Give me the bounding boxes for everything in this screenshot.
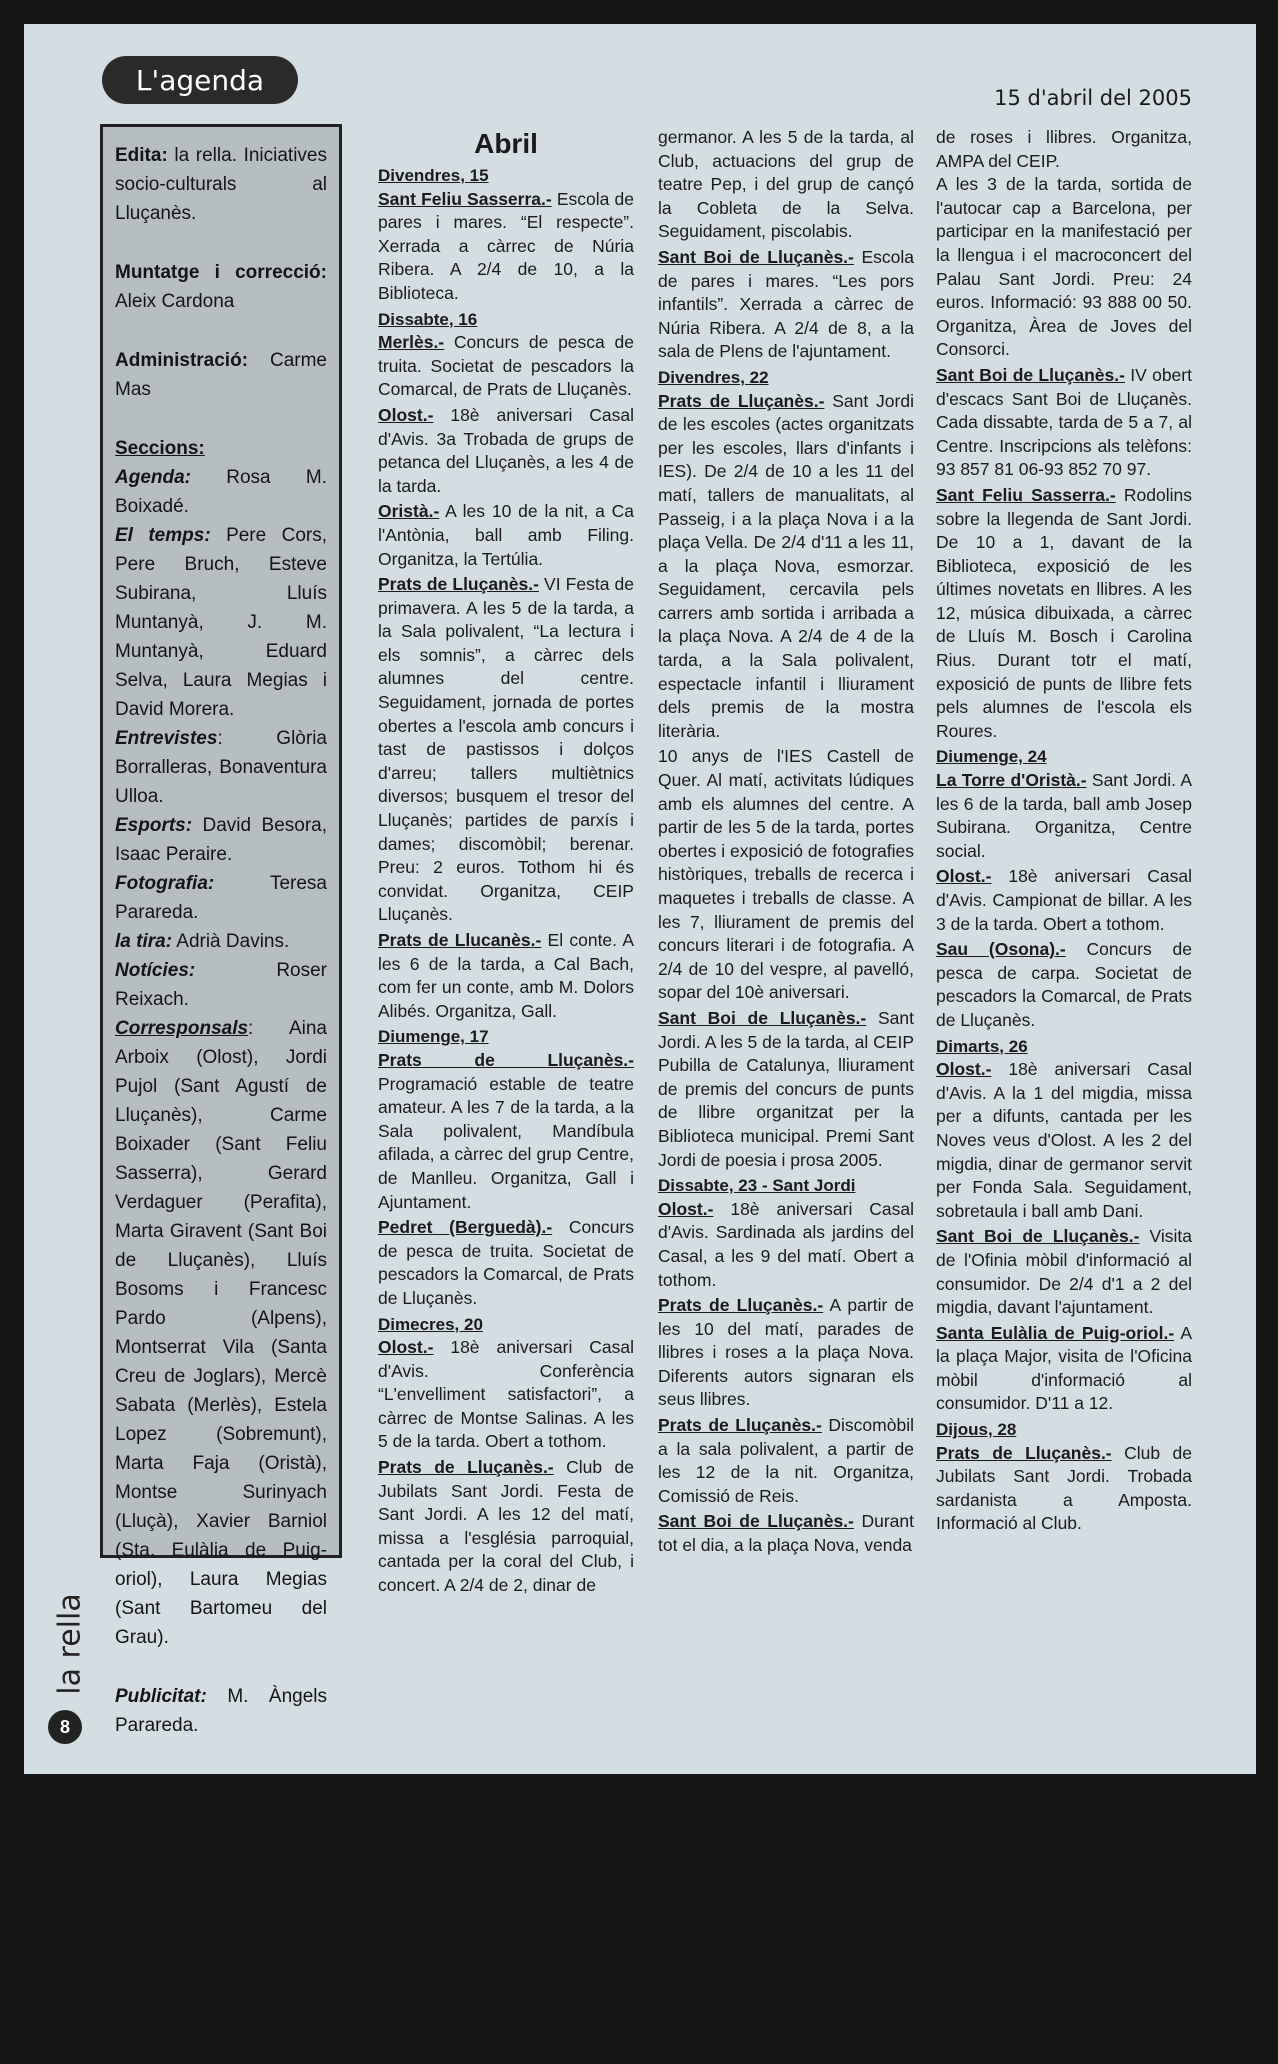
entry-place: Oristà.- <box>378 501 440 522</box>
agenda-entry <box>936 1322 1192 1416</box>
entry-place: Pedret (Berguedà).- <box>378 1217 553 1238</box>
credit-value: Adrià Davins. <box>176 931 290 952</box>
credit-entrevistes <box>115 724 327 811</box>
entry-place: Prats de Lluçanès.- <box>378 1457 554 1478</box>
credit-value: la rella. Iniciatives socio-culturals al Lluçanès. <box>115 145 327 224</box>
agenda-entry <box>658 1294 914 1412</box>
credit-label: El temps: <box>115 525 211 546</box>
credit-value: Roser Reixach. <box>115 960 327 1010</box>
credit-value: David Besora, Isaac Peraire. <box>115 815 327 865</box>
credits-sidebar <box>100 124 342 2059</box>
page-number: 8 <box>48 1710 82 1744</box>
day-heading: Dissabte, 16 <box>378 309 478 329</box>
entry-text: 18è aniversari Casal d'Avis. Campionat de billar. A les 3 de la tarda. Obert a tothom. <box>936 866 1192 934</box>
agenda-entry <box>658 1198 914 1292</box>
agenda-entry <box>936 1442 1192 1536</box>
credit-noticies <box>115 956 327 1014</box>
credit-label: Publicitat: <box>115 1686 207 1707</box>
entry-place: Prats de Lluçanès.- <box>658 1295 824 1316</box>
credit-label: Notícies: <box>115 960 196 981</box>
entry-place: Sant Feliu Sasserra.- <box>936 484 1116 505</box>
credit-value: B-31.541-2001 <box>167 1858 296 1909</box>
entry-text: Discomòbil a la sala polivalent, a partir de les 12 de la nit. Organitza, Comissió de Reis. <box>658 1415 914 1506</box>
credit-label: Corresponsals <box>115 1018 249 1039</box>
entry-place: Olost.- <box>378 1337 434 1358</box>
entry-place: Sau (Osona).- <box>936 939 1066 960</box>
credit-value: : Glòria Borralleras, Bonaventura Ulloa. <box>115 728 327 807</box>
credit-administracio <box>115 346 327 404</box>
day-heading: Diumenge, 17 <box>378 1027 489 1047</box>
day-heading: Dimecres, 20 <box>378 1314 483 1334</box>
entry-text: VI Festa de primavera. A les 5 de la tarda, a la Sala polivalent, “La lectura i els somnis”, a càrrec dels alumnes del centre. Seguidament, jornada de portes obertes a l'escola amb concurs i tast de pastissos i dolços d'arreu; tallers multiètnics diversos; busquem el tresor del Lluçanès; partides de parxís i dames; discomòbil; berenar. Preu: 2 euros. Tothom hi és convidat. Organitza, CEIP Lluçanès. <box>378 574 634 925</box>
agenda-entry <box>936 865 1192 936</box>
entry-place: Olost.- <box>936 866 992 887</box>
credit-latira <box>115 927 327 956</box>
entry-place: Prats de Lluçanès.- <box>658 390 825 411</box>
entry-text: El conte. A les 6 de la tarda, a Cal Bach, com fer un conte, amb M. Dolors Alibés. Organitza, Gall. <box>378 930 634 1021</box>
section-tab: L'agenda <box>102 56 298 104</box>
entry-place: Sant Feliu Sasserra.- <box>378 188 552 209</box>
entry-text: Club de Jubilats Sant Jordi. Festa de Sant Jordi. A les 12 del matí, missa a l'església parroquial, cantada per la coral del Club, i concert. A 2/4 de 2, dinar de <box>378 1457 634 1596</box>
agenda-entry <box>378 1049 634 1214</box>
entry-place: Olost.- <box>378 404 434 425</box>
entry-text: Sant Jordi. A les 6 de la tarda, ball amb Josep Subirana. Organitza, Centre social. <box>936 770 1193 861</box>
entry-text: 18è aniversari Casal d'Avis. Sardinada als jardins del Casal, a les 9 del matí. Obert a tothom. <box>658 1198 914 1290</box>
publisher-contact <box>115 1854 327 2064</box>
agenda-entry <box>378 1216 634 1310</box>
agenda-entry-paragraph: A les 3 de la tarda, sortida de l'autocar cap a Barcelona, per participar en la manifestació per la llengua i el macroconcert del Palau Sant Jordi. Preu: 24 euros. Informació: 93 888 00 50. Organitza, Àrea de Joves del Consorci. <box>936 174 1192 360</box>
entry-place: Sant Boi de Lluçanès.- <box>936 1226 1140 1247</box>
agenda-entry <box>936 938 1192 1032</box>
entry-text: Concurs de pesca de carpa. Societat de pescadors la Comarcal, de Prats de Lluçanès. <box>936 939 1192 1030</box>
brand-label: la rella <box>52 1593 88 1695</box>
entry-place: Sant Boi de Lluçanès.- <box>936 364 1125 385</box>
entry-text: Visita de l'Ofinia mòbil d'informació al consumidor. De 2/4 d'1 a 2 del migdia, davant l'ajuntament. <box>936 1226 1192 1318</box>
agenda-entry <box>378 573 634 927</box>
credit-value: Teresa Parareda. <box>115 873 327 923</box>
entry-text: Club de Jubilats Sant Jordi. Trobada sardanista a Amposta. Informació al Club. <box>936 1442 1192 1534</box>
agenda-entry <box>378 929 634 1023</box>
agenda-entry <box>936 364 1192 482</box>
entry-text: A les 10 de la nit, a Ca l'Antònia, ball amb Filing. Organitza, la Tertúlia. <box>378 501 634 569</box>
entry-text: Concurs de pesca de truita. Societat de pescadors la Comarcal, de Prats de Lluçanès. <box>378 1217 635 1308</box>
credit-imprimeix <box>115 1770 327 1828</box>
credit-value: : Aina Arboix (Olost), Jordi Pujol (Sant Agustí de Lluçanès), Carme Boixader (Sant Feliu Sasserra), Gerard Verdaguer (Perafita), Marta Giravent (Sant Boi de Lluçanès), Lluís Bosoms i Francesc Pardo (Alpens), Montserrat Vila (Santa Creu de Joglars), Mercè Sabata (Merlès), Estela Lopez (Sobremunt), Marta Faja (Oristà), Montse Surinyach (Lluçà), Xavier Barniol (Sta. Eulàlia de Puig-oriol), Laura Megias (Sant Bartomeu del Grau). <box>115 1018 327 1648</box>
entry-text: 18è aniversari Casal d'Avis. 3a Trobada de grups de petanca del Lluçanès, a les 4 de la tarda. <box>378 404 634 496</box>
agenda-entry <box>936 1225 1192 1319</box>
entry-text: 18è aniversari Casal d'Avis. Conferència “L'envelliment satisfactori”, a càrrec de Montse Salinas. A les 5 de la tarda. Obert a tothom. <box>378 1337 634 1452</box>
agenda-column-3 <box>936 126 1192 1538</box>
credit-label: Imprimeix: <box>115 1774 212 1795</box>
credit-label: Fotografia: <box>115 873 215 894</box>
contact-phone: T. i F.: 93 850 82 81 <box>137 2008 305 2029</box>
entry-place: Santa Eulàlia de Puig-oriol.- <box>936 1322 1175 1343</box>
agenda-entry <box>658 1414 914 1508</box>
entry-text: Programació estable de teatre amateur. A les 7 de la tarda, a la Sala polivalent, Mandíbula afilada, a càrrec del grup Centre, de Manlleu. Organitza, Gall i Ajuntament. <box>378 1073 634 1212</box>
legal-deposit <box>115 1854 327 1914</box>
credit-publicitat <box>115 1682 327 1740</box>
month-heading: Abril <box>474 128 538 159</box>
credit-label: Esports: <box>115 815 193 836</box>
credit-muntatge <box>115 258 327 316</box>
day-heading: Diumenge, 24 <box>936 747 1047 767</box>
credit-value: Carme Mas <box>115 350 327 400</box>
agenda-entry <box>378 404 634 498</box>
entry-place: Prats de Lluçanès.- <box>658 1415 822 1436</box>
entry-place: Sant Boi de Lluçanès.- <box>658 1007 867 1028</box>
agenda-entry <box>936 769 1192 863</box>
credit-label: Entrevistes <box>115 728 218 749</box>
agenda-entry <box>658 1007 914 1172</box>
credit-fotografia <box>115 869 327 927</box>
credit-seccions <box>115 434 327 463</box>
credit-label: Administració: <box>115 350 249 371</box>
contact-email: A/e: solc@pangea.org <box>120 2038 322 2059</box>
issue-date: 15 d'abril del 2005 <box>994 86 1192 110</box>
agenda-entry <box>378 500 634 571</box>
agenda-entry <box>936 484 1192 744</box>
day-heading: Divendres, 22 <box>658 367 769 387</box>
entry-place: Prats de Lluçanès.- <box>378 574 539 595</box>
credit-label: Seccions: <box>115 438 205 459</box>
credit-value: Aleix Cardona <box>115 291 235 312</box>
credit-value: M. Àngels Parareda. <box>115 1686 328 1736</box>
agenda-entry <box>658 246 914 364</box>
entry-text: Escola de pares i mares. “El respecte”. Xerrada a càrrec de Núria Ribera. A 2/4 de 10, a la Biblioteca. <box>378 188 634 303</box>
agenda-column-2 <box>658 126 914 1560</box>
day-heading: Dimarts, 26 <box>936 1036 1028 1056</box>
day-heading: Dijous, 28 <box>936 1420 1017 1440</box>
entry-text: Sant Jordi. A les 5 de la tarda, al CEIP Pubilla de Catalunya, lliurament de premis del concurs de punts de llibre organitzat per la Biblioteca municipal. Premi Sant Jordi de poesia i prosa 2005. <box>658 1007 914 1170</box>
credit-label: Agenda: <box>115 467 191 488</box>
entry-text: Concurs de pesca de truita. Societat de pescadors la Comarcal, de Prats de Lluçanès. <box>378 332 634 400</box>
agenda-entry-continued: germanor. A les 5 de la tarda, al Club, actuacions del grup de teatre Pep, i del grup de cançó la Cobleta de la Selva. Seguidament, piscolabis. <box>658 127 914 242</box>
credit-eltemps <box>115 521 327 724</box>
credit-label: Edita: <box>115 145 168 166</box>
contact-city: 08513-Prats de Lluçanès <box>153 1948 289 1999</box>
credit-label: Dipòsit Legal: <box>146 1858 272 1879</box>
entry-place: Prats de Lluçanès.- <box>936 1442 1112 1463</box>
agenda-column-1 <box>378 126 634 1600</box>
contact-address: Major, 51, baixos <box>144 1918 298 1939</box>
entry-text: IV obert d'escacs Sant Boi de Lluçanès. Cada dissabte, tarda de 5 a 7, al Centre. Inscripcions als telèfons: 93 857 81 06-93 852 70 97. <box>936 364 1192 480</box>
agenda-entry-continued: de roses i llibres. Organitza, AMPA del CEIP. <box>936 127 1192 171</box>
entry-text: 18è aniversari Casal d'Avis. A la 1 del migdia, missa per a difunts, cantada per les Noves veus d'Olost. A les 2 del migdia, dinar de germanor servit per Fonda Sala. Seguidament, sobretaula i ball amb Dani. <box>936 1059 1192 1221</box>
entry-text: A la plaça Major, visita de l'Oficina mòbil d'informació al consumidor. D'11 a 12. <box>936 1322 1192 1414</box>
agenda-entry <box>658 390 914 744</box>
entry-place: Olost.- <box>936 1059 992 1080</box>
entry-text: Escola de pares i mares. “Les pors infantils”. Xerrada a càrrec de Núria Ribera. A 2/4 de 8, a la sala de Plens de l'ajuntament. <box>658 246 914 362</box>
credit-edita <box>115 141 327 228</box>
entry-place: Merlès.- <box>378 332 445 353</box>
entry-place: Sant Boi de Lluçanès.- <box>658 1511 854 1532</box>
entry-place: La Torre d'Oristà.- <box>936 770 1087 791</box>
entry-place: Sant Boi de Lluçanès.- <box>658 246 854 267</box>
agenda-entry <box>378 331 634 402</box>
credit-label: la tira: <box>115 931 173 952</box>
credit-esports <box>115 811 327 869</box>
agenda-entry <box>936 1058 1192 1223</box>
page <box>24 24 1256 2059</box>
agenda-entry <box>658 1510 914 1557</box>
brand-vertical <box>50 1589 90 1699</box>
entry-text: Sant Jordi de les escoles (actes organitzats per les escoles, llars d'infants i IES). De 2/4 de 10 a les 11 del matí, tallers de manualitats, al Passeig, i a la plaça Nova i a la plaça Vella. De 2/4 d'11 a les 11, a la plaça Nova, esmorzar. Seguidament, cercavila pels carrers amb sortida i arribada a la plaça Nova. A 2/4 de 4 de la tarda, a la Sala polivalent, espectacle infantil i lliurament dels premis de la mostra literària. <box>658 390 914 741</box>
credit-value: winihard gràfics S.L. (Moià) <box>115 1774 327 1824</box>
credit-value: Rosa M. Boixadé. <box>115 467 327 517</box>
entry-place: Olost.- <box>658 1198 714 1219</box>
credit-corresponsals <box>115 1014 327 1652</box>
day-heading: Divendres, 15 <box>378 166 489 185</box>
entry-place: Prats de Llucanès.- <box>378 930 542 950</box>
credit-agenda <box>115 463 327 521</box>
entry-text: Durant tot el dia, a la plaça Nova, venda <box>658 1511 914 1556</box>
credit-value: Pere Cors, Pere Bruch, Esteve Subirana, Lluís Muntanyà, J. M. Muntanyà, Eduard Selva, Laura Megias i David Morera. <box>115 525 327 720</box>
agenda-entry-paragraph: 10 anys de l'IES Castell de Quer. Al matí, activitats lúdiques amb els alumnes del centre. A partir de les 5 de la tarda, portes obertes i exposició de fotografies històriques, treballs de recerca i maquetes i treballs de classe. A les 7, lliurament de premis del concurs literari i de fotografia. A 2/4 de 10 del vespre, al pavelló, sopar del 10è aniversari. <box>658 746 914 1003</box>
entry-text: Rodolins sobre la llegenda de Sant Jordi. De 10 a 1, davant de la Biblioteca, exposició de les últimes novetats en llibres. A les 12, música dibuixada, a càrrec de Lluís M. Bosch i Carolina Rius. Durant totr el matí, exposició de punts de llibre fets pels alumnes de l'escola els Roures. <box>936 484 1192 741</box>
entry-text: A partir de les 10 del matí, parades de llibres i roses a la plaça Nova. Diferents autors signaran els seus llibres. <box>658 1295 914 1410</box>
agenda-entry <box>378 1456 634 1598</box>
entry-place: Prats de Lluçanès.- <box>378 1049 634 1070</box>
credit-label: Muntatge i correcció: <box>115 262 327 283</box>
agenda-entry <box>378 1336 634 1454</box>
day-heading: Dissabte, 23 - Sant Jordi <box>658 1176 856 1196</box>
agenda-entry <box>378 188 634 306</box>
